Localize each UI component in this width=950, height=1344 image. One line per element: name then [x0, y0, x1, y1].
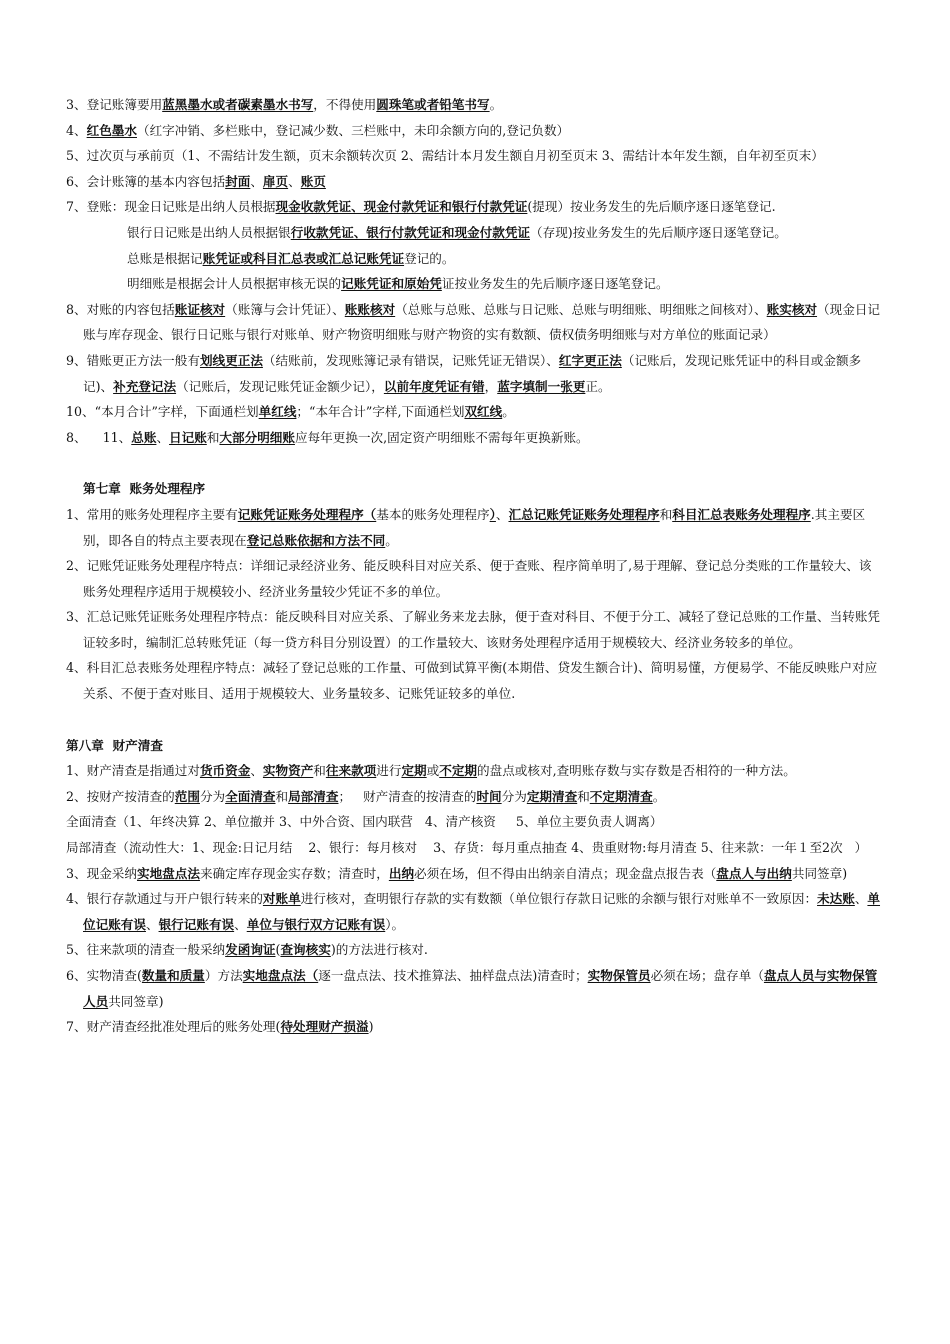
item-number: 1、: [66, 506, 87, 522]
list-item: [66, 861, 884, 887]
text: 分为: [501, 788, 527, 804]
text: ，: [484, 378, 498, 394]
text: （总账与总账、总账与日记账、总账与明细账、明细账之间核对）、: [395, 301, 767, 317]
text: （记账后，发现记账凭证中的科目或金额多记)、: [83, 352, 862, 394]
key-term: 记账凭证账务处理程序（: [237, 506, 377, 522]
item-number: 7、: [66, 1019, 87, 1035]
list-subitem: [66, 271, 884, 297]
key-term: 实地盘点法（: [242, 968, 319, 983]
text: （结账前，发现账簿记录有错误，记账凭证无错误）、: [262, 352, 559, 368]
text: 银行日记账是出纳人员根据银: [127, 224, 291, 240]
key-term: 总账: [131, 429, 157, 445]
text: 进行核对，查明银行存款的实有数额（单位银行存款日记账的余额与银行对账单不一致原因：: [300, 891, 818, 907]
list-item: [66, 348, 884, 399]
text: 、: [234, 916, 247, 932]
key-term: 划线更正法: [199, 352, 263, 368]
key-term: 全面清查: [225, 788, 276, 804]
text: .其主要区别，即各自的特点主要表现在: [83, 506, 866, 548]
text: 对账的内容包括: [86, 301, 175, 317]
text: 进行: [376, 763, 402, 779]
list-item: [66, 963, 884, 1014]
item-number: 1、: [66, 763, 87, 779]
text: 登记的。: [404, 250, 455, 266]
text: 证按业务发生的先后顺序逐日逐笔登记。: [441, 276, 669, 292]
key-term: 账凭证或科目汇总表或汇总记账凭证: [202, 250, 405, 266]
list-item: [66, 169, 884, 195]
text: (: [275, 942, 281, 958]
text: 或: [426, 763, 440, 779]
key-term: 蓝黑墨水或者碳素墨水书写: [162, 97, 314, 112]
list-item: [66, 758, 884, 784]
text: （存现)按业务发生的先后顺序逐日逐笔登记。: [530, 224, 787, 240]
chapter-8-title: 第八章 财产清查: [66, 737, 163, 753]
list-item: 2、记账凭证账务处理程序特点：详细记录经济业务、能反映科目对应关系、便于查账、程序简单明了,易于理解、登记总分类账的工作量较大、该账务处理程序适用于规模较小、经济业务量较少凭证不多的单位。: [66, 558, 872, 599]
text: 、: [250, 763, 263, 779]
text: 逐一盘点法、技术推算法、抽样盘点法)清查时；: [318, 968, 588, 983]
text: 按财产按清查的: [86, 788, 175, 804]
text: 会计账簿的基本内容包括: [86, 173, 226, 189]
text: ；“本年合计”字样,下面通栏划: [296, 404, 465, 420]
list-item: [66, 194, 884, 220]
item-number: 4、: [66, 122, 87, 138]
key-term: 货币资金: [199, 763, 251, 779]
list-item: 4、科目汇总表账务处理程序特点：减轻了登记总账的工作量、可做到试算平衡(本期借、贷发生额合计)、简明易懂，方便易学、不能反映账户对应关系、不便于查对账目、适用于规模较大、业务量较多、记账凭证较多的单位.: [66, 660, 878, 702]
text: 和: [206, 429, 220, 445]
key-term: 登记总账依据和方法不同: [246, 532, 386, 548]
key-term: 对账单: [262, 891, 301, 907]
text: （红字冲销、多栏账中，登记减少数、三栏账中，未印余额方向的,登记负数）: [136, 122, 570, 138]
text: 财产清查经批准处理后的账务处理(: [86, 1019, 281, 1035]
key-term: 盘点人员与实物保管人员: [83, 968, 878, 1009]
item-number: 8、: [66, 301, 87, 317]
text: 应每年更换一次,固定资产明细账不需每年更换新账。: [294, 429, 589, 445]
key-term: 红字更正法: [558, 352, 622, 368]
item-number: 8、 11、: [66, 429, 132, 445]
key-term: 数量和质量: [141, 968, 205, 983]
chapter-7-title: 第七章 账务处理程序: [83, 481, 206, 497]
text: 共同签章): [791, 865, 848, 881]
text: 和: [275, 788, 289, 804]
list-item: 5、过次页与承前页（1、不需结计发生额，页末余额转次页 2、需结计本月发生额自月初至页末 3、需结计本年发生额，自年初至页末）: [66, 148, 824, 164]
key-term: 现金收款凭证、现金付款凭证和银行付款凭证: [275, 199, 528, 215]
item-number: 7、: [66, 199, 87, 215]
key-term: 以前年度凭证有错: [383, 378, 485, 394]
text: 分为: [199, 788, 226, 804]
text: 的盘点或核对,查明账存数与实存数是否相符的一种方法。: [477, 763, 796, 779]
key-term: 定期清查: [526, 788, 578, 804]
text: 常用的账务处理程序主要有: [86, 506, 238, 522]
key-term: 未达账: [817, 891, 855, 907]
key-term: 科目汇总表账务处理程序: [672, 506, 811, 522]
text: 实物清查(: [86, 968, 142, 983]
item-number: 10、: [66, 404, 95, 420]
key-term: 汇总记账凭证账务处理程序: [508, 506, 660, 522]
text: 共同签章): [108, 993, 164, 1009]
item-number: 5、: [66, 942, 87, 958]
text: 来确定库存现金实存数；清查时，: [199, 865, 389, 881]
key-term: 查询核实: [280, 942, 331, 958]
key-term: 账页: [300, 173, 326, 189]
text: 和: [577, 788, 590, 804]
list-subitem: [66, 246, 884, 272]
list-item: [66, 118, 884, 144]
key-term: 定期: [401, 763, 427, 779]
item-number: 9、: [66, 352, 87, 368]
key-term: 实物保管员: [587, 968, 651, 983]
text: 登账：现金日记账是出纳人员根据: [86, 199, 276, 215]
key-term: 记账凭证和原始凭: [341, 276, 442, 292]
list-item: [66, 784, 884, 810]
list-item: [66, 425, 884, 451]
key-term: 往来款项: [325, 763, 377, 779]
key-term: 实地盘点法: [136, 865, 200, 881]
text: 、: [288, 173, 301, 189]
list-item: 3、汇总记账凭证账务处理程序特点：能反映科目对应关系、了解业务来龙去脉，便于查对科目、不便于分工、减轻了登记总账的工作量、当转账凭证较多时，编制汇总转账凭证（每一贷方科目分别设置）的工作量较大、该财务处理程序适用于规模较大、经济业务较多的单位。: [66, 609, 881, 650]
list-item: [66, 502, 884, 553]
text: 往来款项的清查一般采纳: [86, 942, 226, 958]
list-item: [66, 937, 884, 963]
key-term: 单位与银行双方记账有误: [246, 916, 386, 932]
text: )的方法进行核对.: [330, 942, 428, 958]
text: 登记账簿要用: [86, 97, 163, 112]
item-number: 6、: [66, 173, 87, 189]
key-term: 账实核对: [766, 301, 818, 317]
text: （账簿与会计凭证）、: [225, 301, 345, 317]
text: “本月合计”字样，下面通栏划: [94, 404, 259, 420]
text: 银行存款通过与开户银行转来的: [86, 891, 263, 907]
text: （记账后，发现记账凭证金额少记），: [176, 378, 384, 394]
text: 必须在场，但不得由出纳亲自清点；现金盘点报告表（: [414, 865, 717, 881]
list-item: [66, 297, 884, 348]
key-term: 行收款凭证、银行付款凭证和现金付款凭证: [290, 224, 530, 240]
key-term: 不定期清查: [589, 788, 653, 804]
full-inventory-cases: 全面清查（1、年终决算 2、单位撤并 3、中外合资、国内联营 4、清产核资 5、单位主要负责人调离）: [66, 814, 663, 830]
text: 和: [313, 763, 326, 779]
text: 明细账是根据会计人员根据审核无误的: [127, 276, 342, 292]
key-term: 蓝字填制一张更: [497, 378, 586, 394]
text: ）。: [385, 916, 405, 932]
key-term: 待处理财产损溢: [280, 1019, 369, 1035]
item-number: 2、: [66, 788, 87, 804]
text: 、: [854, 891, 868, 907]
text: 、: [495, 506, 509, 522]
page-content: [66, 92, 884, 1040]
text: 现金采纳: [86, 865, 137, 881]
text: (提现）按业务发生的先后顺序逐日逐笔登记.: [527, 199, 776, 215]
key-term: 银行记账有误: [158, 916, 235, 932]
text: 必须在场；盘存单（: [650, 968, 764, 983]
text: 正。: [585, 378, 611, 394]
text: 、: [145, 916, 159, 932]
spacer: [66, 707, 884, 733]
key-term: 封面: [225, 173, 251, 189]
text: 。: [502, 404, 515, 420]
item-number: 3、: [66, 865, 87, 881]
text: 、: [156, 429, 170, 445]
key-term: 红色墨水: [86, 122, 137, 138]
key-term: 账账核对: [344, 301, 396, 317]
text: ）方法: [204, 968, 243, 983]
key-term: 扉页: [262, 173, 289, 189]
key-term: 出纳: [388, 865, 415, 881]
text: 错账更正方法一般有: [86, 352, 200, 368]
list-item: [66, 886, 884, 937]
item-number: 6、: [66, 968, 87, 983]
item-number: 4、: [66, 891, 87, 907]
text: 。: [385, 532, 398, 548]
text: 财产清查是指通过对: [86, 763, 200, 779]
key-term: 局部清查: [288, 788, 339, 804]
key-term: 盘点人与出纳: [716, 865, 792, 881]
key-term: 圆珠笔或者铅笔书写: [376, 97, 490, 112]
text: 和: [659, 506, 673, 522]
spacer: [66, 450, 884, 476]
key-term: 范围: [174, 788, 200, 804]
list-item: [66, 92, 884, 118]
key-term: 日记账: [169, 429, 207, 445]
item-number: 3、: [66, 97, 87, 112]
key-term: 实物资产: [262, 763, 314, 779]
key-term: ）: [489, 506, 496, 522]
text: 基本的账务处理程序: [376, 506, 490, 522]
key-term: 补充登记法: [113, 378, 177, 394]
partial-inventory-cases: 局部清查（流动性大：1、现金:日记月结 2、银行：每月核对 3、存货：每月重点抽查 4、贵重财物:每月清查 5、往来款：一年１至2次 ）: [66, 840, 868, 856]
key-term: 大部分明细账: [219, 429, 295, 445]
text: ； 财产清查的按清查的: [338, 788, 477, 804]
key-term: 账证核对: [174, 301, 226, 317]
list-item: [66, 399, 884, 425]
text: ，不得使用: [313, 97, 377, 112]
text: （现金日记账与库存现金、银行日记账与银行对账单、财产物资明细账与财产物资的实有数额、债权债务明细账与对方单位的账面记录）: [83, 301, 881, 343]
key-term: 单位记账有误: [83, 891, 881, 932]
key-term: 不定期: [439, 763, 478, 779]
key-term: 时间: [476, 788, 502, 804]
list-item: [66, 1014, 884, 1040]
text: 。: [489, 97, 503, 112]
key-term: 发函询证: [225, 942, 276, 958]
text: ): [368, 1019, 374, 1035]
text: 总账是根据记: [127, 250, 203, 266]
key-term: 双红线: [464, 404, 503, 420]
text: 。: [652, 788, 666, 804]
key-term: 单红线: [258, 404, 297, 420]
text: 、: [250, 173, 263, 189]
list-subitem: [66, 220, 884, 246]
